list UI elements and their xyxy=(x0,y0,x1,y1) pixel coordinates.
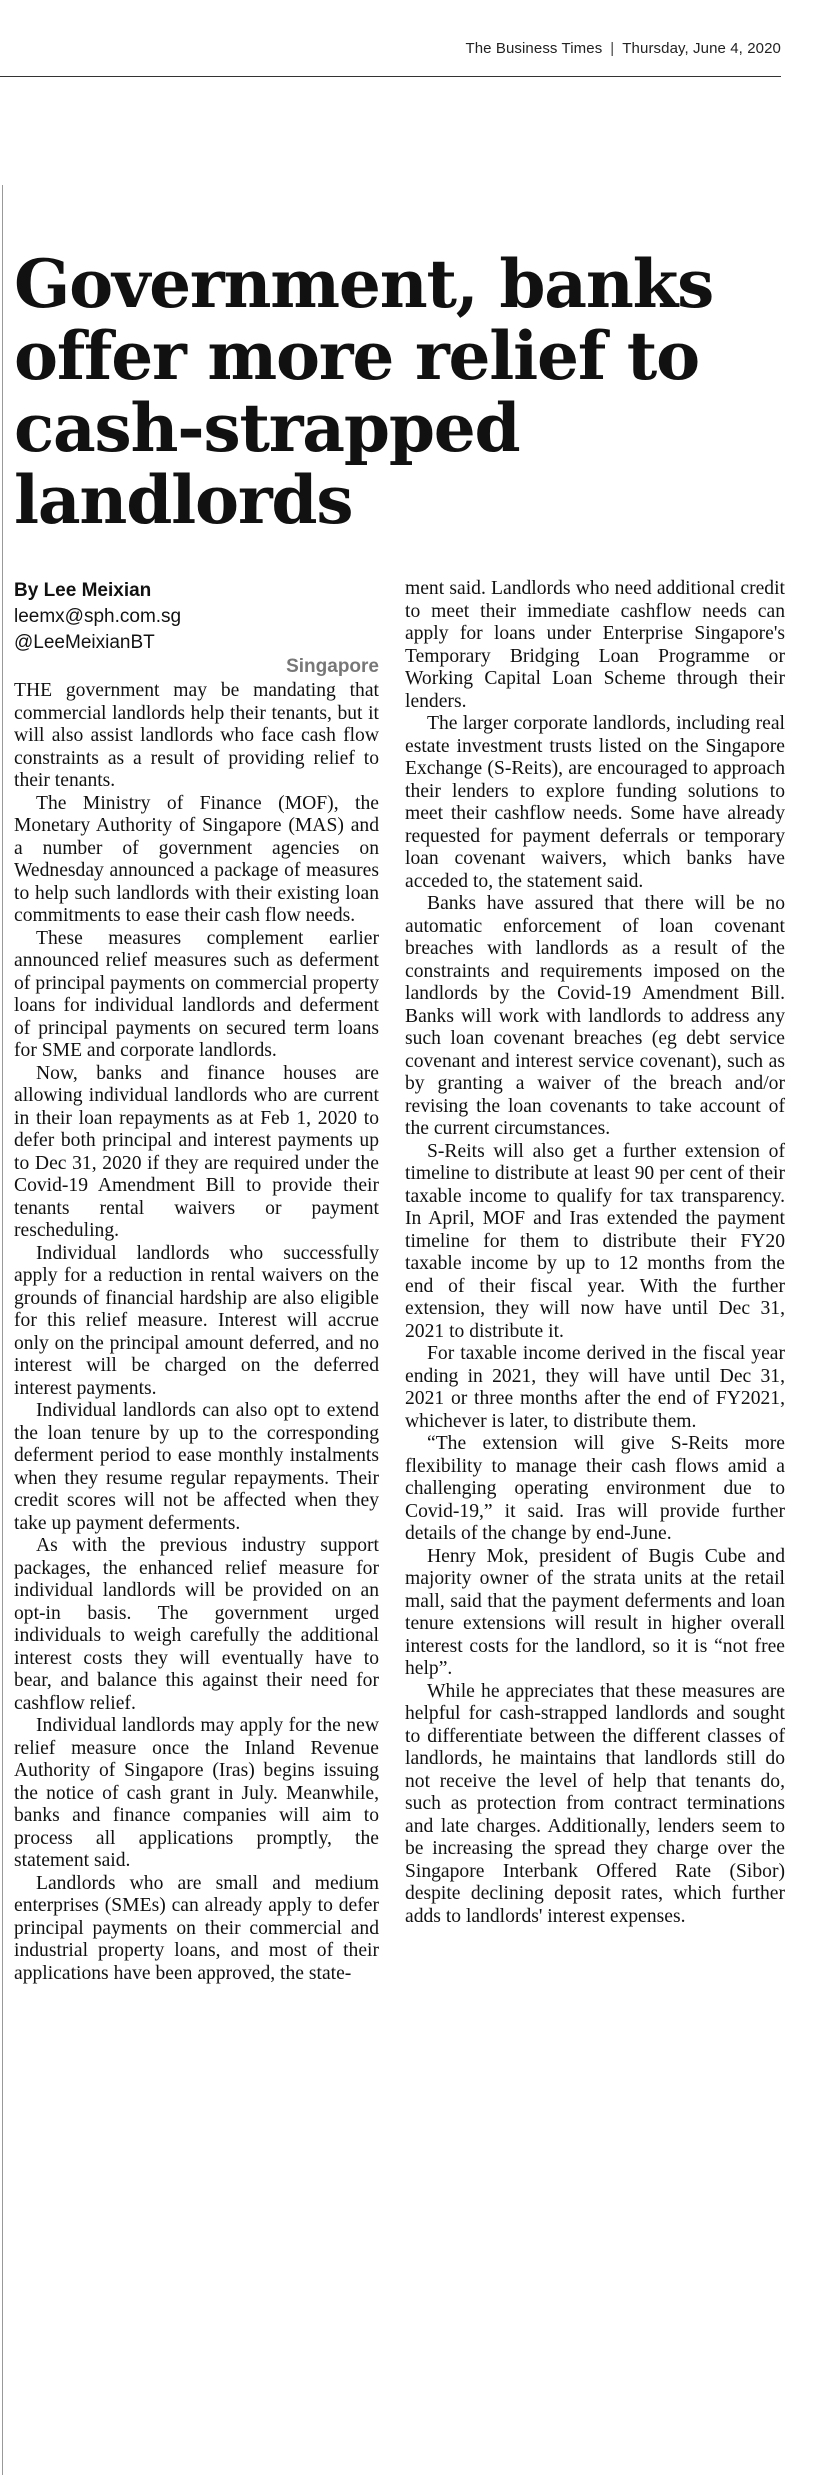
article-paragraph: As with the previous industry support packages, the enhanced relief measure for individual landlords will be provided on an opt-in basis. The government urged individuals to weigh carefully the additional interest costs they will eventually have to bear, and balance this against their need for cashflow relief. xyxy=(14,1535,379,1714)
article-paragraph: ment said. Landlords who need additional credit to meet their immediate cashflow needs can apply for loans under Enterprise Singapore's Temporary Bridging Loan Programme or Working Capital Loan Scheme through their lenders. xyxy=(405,578,785,712)
author-byline: By Lee Meixian xyxy=(14,580,152,601)
article-paragraph: While he appreciates that these measures are helpful for cash-strapped landlords and sought to differentiate between the different classes of landlords, he maintains that landlords still do not receive the level of help that tenants do, such as protection from contract terminations and late charges. Additionally, lenders seem to be increasing the spread they charge over the Singapore Interbank Offered Rate (Sibor) despite declining deposit rates, which further adds to landlords' interest expenses. xyxy=(405,1680,785,1927)
dateline: Singapore xyxy=(286,656,379,677)
article-paragraph: These measures complement earlier announced relief measures such as deferment of principal payments on commercial property loans for individual landlords and deferment of principal payments on secured term loans for SME and corporate landlords. xyxy=(14,927,379,1061)
byline-block xyxy=(14,578,379,656)
article-paragraph: THE government may be mandating that commercial landlords help their tenants, but it will also assist landlords who face cash flow constraints as a result of providing relief to their tenants. xyxy=(14,680,379,791)
publication-date: Thursday, June 4, 2020 xyxy=(622,40,781,57)
article-paragraph: Individual landlords who successfully apply for a reduction in rental waivers on the grounds of financial hardship are also eligible for this relief measure. Interest will accrue only on the principal amount deferred, and no interest will be charged on the deferred interest payments. xyxy=(14,1242,379,1399)
header-separator: | xyxy=(610,40,615,57)
header-divider xyxy=(0,76,781,77)
article-column-right xyxy=(405,578,785,1928)
article-column-left xyxy=(14,680,379,1985)
article-paragraph: S-Reits will also get a further extension of timeline to distribute at least 90 per cent of their taxable income to qualify for tax transparency. In April, MOF and Iras extended the payment timeline for them to distribute their FY20 taxable income by up to 12 months from the end of their fiscal year. With the further extension, they will now have until Dec 31, 2021 to distribute it. xyxy=(405,1140,785,1342)
author-twitter: @LeeMeixianBT xyxy=(14,632,155,653)
article-paragraph: The larger corporate landlords, including real estate investment trusts listed on the Singapore Exchange (S-Reits), are encouraged to approach their lenders to explore funding solutions to meet their cashflow needs. Some have already requested for payment deferrals or temporary loan covenant waivers, which banks have acceded to, the statement said. xyxy=(405,713,785,892)
article-paragraph: Banks have assured that there will be no automatic enforcement of loan covenant breaches with landlords as a result of the constraints and requirements imposed on the landlords by the Covid-19 Amendment Bill. Banks will work with landlords to address any such loan covenant breaches (eg debt service covenant and interest service covenant), such as by granting a waiver of the breach and/or revising the loan covenants to take account of the current circumstances. xyxy=(405,893,785,1139)
article-paragraph: For taxable income derived in the fiscal year ending in 2021, they will have until Dec 31, 2021 or three months after the end of FY2021, whichever is later, to distribute them. xyxy=(405,1343,785,1432)
article-paragraph: Individual landlords may apply for the new relief measure once the Inland Revenue Authority of Singapore (Iras) begins issuing the notice of cash grant in July. Meanwhile, banks and finance companies will aim to process all applications promptly, the statement said. xyxy=(14,1715,379,1871)
article-paragraph: “The extension will give S-Reits more flexibility to manage their cash flows amid a challenging operating environment due to Covid-19,” it said. Iras will provide further details of the change by end-June. xyxy=(405,1433,785,1544)
article-paragraph: Now, banks and finance houses are allowing individual landlords who are current in their loan repayments as at Feb 1, 2020 to defer both principal and interest payments up to Dec 31, 2020 if they are required under the Covid-19 Amendment Bill to provide their tenants rental waivers or payment rescheduling. xyxy=(14,1062,379,1241)
page-header xyxy=(465,40,781,57)
article-headline: Government, banks offer more relief to cash-strapped landlords xyxy=(14,245,714,539)
publication-name: The Business Times xyxy=(465,40,603,57)
article-paragraph: The Ministry of Finance (MOF), the Monetary Authority of Singapore (MAS) and a number of government agencies on Wednesday announced a package of measures to help such landlords with their existing loan commitments to ease their cash flow needs. xyxy=(14,792,379,926)
author-email: leemx@sph.com.sg xyxy=(14,606,182,627)
article-paragraph: Henry Mok, president of Bugis Cube and majority owner of the strata units at the retail mall, said that the payment deferments and loan tenure extensions will result in higher overall interest costs for the landlord, so it is “not free help”. xyxy=(405,1545,785,1679)
article-paragraph: Landlords who are small and medium enterprises (SMEs) can already apply to defer principal payments on their commercial and industrial property loans, and most of their applications have been approved, the state- xyxy=(14,1872,379,1984)
article-paragraph: Individual landlords can also opt to extend the loan tenure by up to the corresponding deferment period to ease monthly instalments when they resume regular repayments. Their credit scores will not be affected when they take up payment deferments. xyxy=(14,1400,379,1534)
column-rule xyxy=(2,185,3,2475)
